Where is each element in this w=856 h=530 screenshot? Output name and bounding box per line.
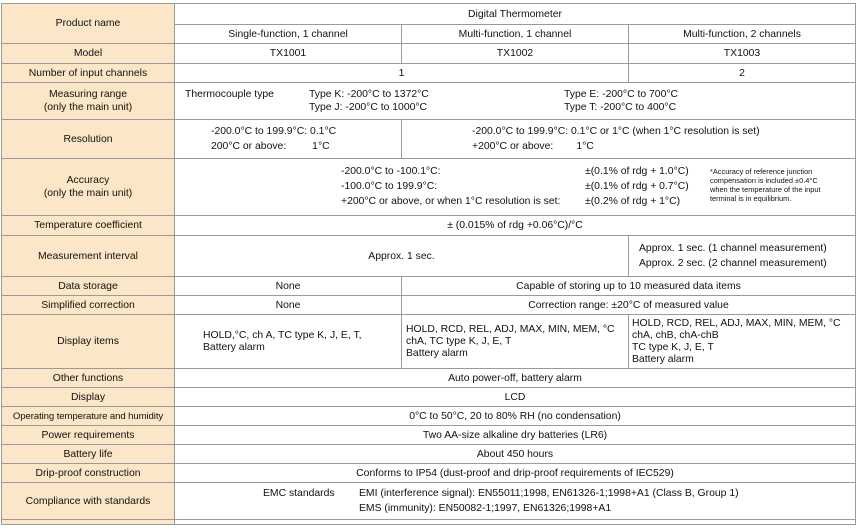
row-label-measuring-range: Measuring range (only the main unit) (2, 83, 175, 120)
resolution-2-3: -200.0°C to 199.9°C: 0.1°C or 1°C (when 1°C resolution is set) +200°C or above: 1°C (402, 120, 856, 159)
accuracy-note: *Accuracy of reference junction compensation is included ±0.4°C when the temperature of the input terminal is in equilibrium. (710, 167, 821, 203)
row-label-display: Display (2, 388, 175, 407)
variant-3: Multi-function, 2 channels (629, 25, 856, 44)
row-label-accuracy: Accuracy (only the main unit) (2, 159, 175, 216)
interval-1-2: Approx. 1 sec. (175, 236, 629, 277)
channels-1-2: 1 (175, 64, 629, 83)
table-bottom-edge (2, 520, 175, 525)
spec-table (1, 3, 856, 525)
temp-coeff-value: ± (0.015% of rdg +0.06°C)/°C (175, 216, 856, 236)
drip-proof-value: Conforms to IP54 (dust-proof and drip-proof requirements of IEC529) (175, 464, 856, 483)
table-bottom-edge-body (175, 520, 856, 525)
accuracy-ranges: -200.0°C to -100.1°C: -100.0°C to 199.9°C: +200°C or above, or when 1°C resolution is set: (341, 166, 561, 207)
emc-standards-label: EMC standards (263, 488, 335, 499)
row-label-interval: Measurement interval (2, 236, 175, 277)
display-items-3: HOLD, RCD, REL, ADJ, MAX, MIN, MEM, °C chA, chB, chA-chB TC type K, J, E, T Battery alarm (629, 315, 856, 369)
range-e-t: Type E: -200°C to 700°C Type T: -200°C to 400°C (564, 89, 679, 113)
power-value: Two AA-size alkaline dry batteries (LR6) (175, 426, 856, 445)
emi-value: EMI (interference signal): EN55011;1998, EN61326-1;1998+A1 (Class B, Group 1) (359, 488, 739, 499)
product-name-value: Digital Thermometer (175, 4, 856, 25)
compliance-value (175, 483, 856, 520)
row-label-operating-temp: Operating temperature and humidity (2, 407, 175, 426)
accuracy-value (175, 159, 856, 216)
display-value: LCD (175, 388, 856, 407)
variant-1: Single-function, 1 channel (175, 25, 402, 44)
row-label-other-functions: Other functions (2, 369, 175, 388)
channels-3: 2 (629, 64, 856, 83)
row-label-temp-coeff: Temperature coefficient (2, 216, 175, 236)
operating-temp-value: 0°C to 50°C, 20 to 80% RH (no condensation) (175, 407, 856, 426)
data-storage-2-3: Capable of storing up to 10 measured data items (402, 277, 856, 296)
model-2: TX1002 (402, 44, 629, 64)
simplified-correction-2-3: Correction range: ±20°C of measured value (402, 296, 856, 315)
range-k-j: Type K: -200°C to 1372°C Type J: -200°C to 1000°C (309, 89, 429, 113)
row-label-drip-proof: Drip-proof construction (2, 464, 175, 483)
model-3: TX1003 (629, 44, 856, 64)
row-label-resolution: Resolution (2, 120, 175, 159)
model-1: TX1001 (175, 44, 402, 64)
row-label-data-storage: Data storage (2, 277, 175, 296)
row-label-product-name: Product name (2, 4, 175, 44)
measuring-range-value (175, 83, 856, 120)
variant-2: Multi-function, 1 channel (402, 25, 629, 44)
other-functions-value: Auto power-off, battery alarm (175, 369, 856, 388)
ems-value: EMS (immunity): EN50082-1;1997, EN61326;1998+A1 (359, 503, 612, 514)
row-label-compliance: Compliance with standards (2, 483, 175, 520)
row-label-battery-life: Battery life (2, 445, 175, 464)
display-items-1: HOLD,°C, ch A, TC type K, J, E, T, Battery alarm (175, 315, 402, 369)
resolution-1: -200.0°C to 199.9°C: 0.1°C 200°C or above: 1°C (175, 120, 402, 159)
row-label-display-items: Display items (2, 315, 175, 369)
interval-3: Approx. 1 sec. (1 channel measurement) Approx. 2 sec. (2 channel measurement) (629, 236, 856, 277)
row-label-power: Power requirements (2, 426, 175, 445)
row-label-model: Model (2, 44, 175, 64)
accuracy-values: ±(0.1% of rdg + 1.0°C) ±(0.1% of rdg + 0.7°C) ±(0.2% of rdg + 1°C) (585, 166, 689, 207)
row-label-simplified-correction: Simplified correction (2, 296, 175, 315)
row-label-channels: Number of input channels (2, 64, 175, 83)
thermocouple-type-label: Thermocouple type (185, 89, 274, 100)
data-storage-1: None (175, 277, 402, 296)
simplified-correction-1: None (175, 296, 402, 315)
display-items-2: HOLD, RCD, REL, ADJ, MAX, MIN, MEM, °C chA, TC type K, J, E, T Battery alarm (402, 315, 629, 369)
battery-life-value: About 450 hours (175, 445, 856, 464)
